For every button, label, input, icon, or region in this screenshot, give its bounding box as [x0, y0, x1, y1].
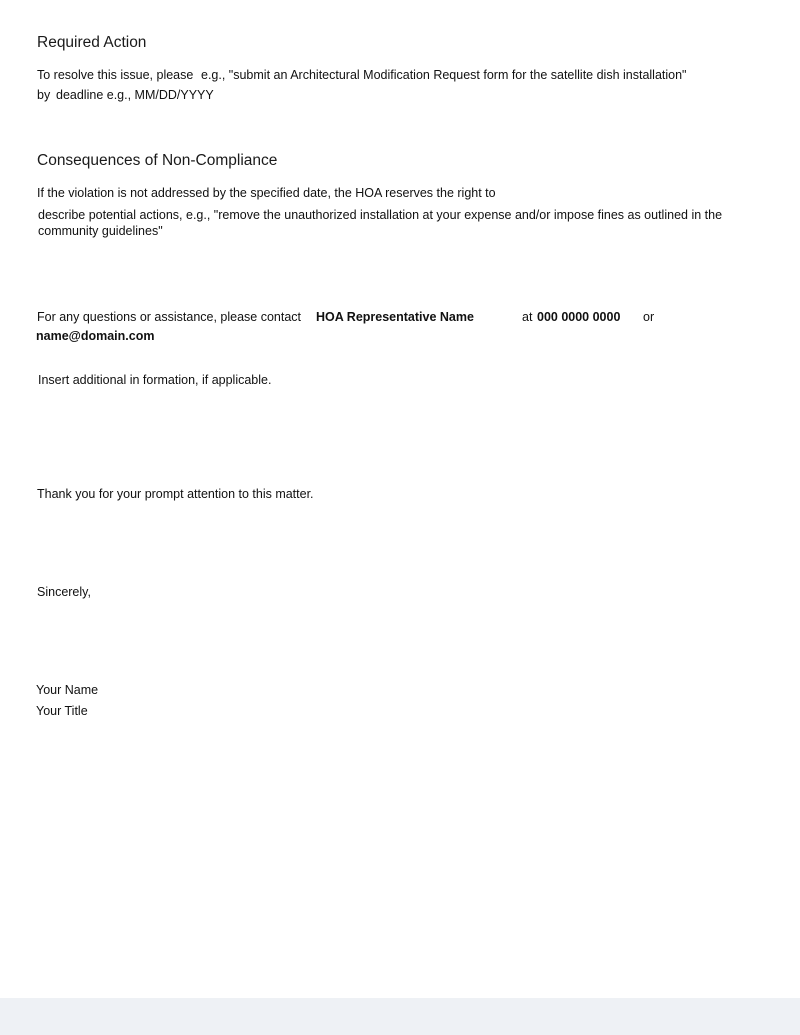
additional-info-placeholder[interactable]: Insert additional in formation, if applicable.	[38, 373, 272, 387]
contact-intro: For any questions or assistance, please contact	[37, 310, 302, 324]
consequences-actions-placeholder[interactable]: describe potential actions, e.g., "remove the unauthorized installation at your expense and/or impose fines as outlined in the community guidelines"	[38, 208, 723, 238]
signature-title[interactable]: Your Title	[36, 704, 88, 718]
contact-email[interactable]: name@domain.com	[36, 329, 155, 343]
contact-phone[interactable]: 000 0000 0000	[537, 310, 621, 324]
signature-name[interactable]: Your Name	[36, 683, 99, 697]
footer-bar	[0, 998, 800, 1035]
deadline-by-label: by	[37, 88, 51, 102]
required-action-heading: Required Action	[37, 34, 147, 51]
required-action-placeholder[interactable]: e.g., "submit an Architectural Modification Request form for the satellite dish installation"	[201, 68, 687, 82]
required-action-intro: To resolve this issue, please	[37, 68, 194, 82]
contact-or-label: or	[643, 310, 655, 324]
consequences-heading: Consequences of Non-Compliance	[37, 152, 278, 169]
deadline-placeholder[interactable]: deadline e.g., MM/DD/YYYY	[56, 88, 214, 102]
contact-at-label: at	[522, 310, 533, 324]
thank-you-line: Thank you for your prompt attention to this matter.	[37, 487, 314, 501]
consequences-intro: If the violation is not addressed by the specified date, the HOA reserves the right to	[37, 186, 496, 200]
hoa-representative-name[interactable]: HOA Representative Name	[316, 310, 474, 324]
closing-line: Sincerely,	[37, 585, 91, 599]
